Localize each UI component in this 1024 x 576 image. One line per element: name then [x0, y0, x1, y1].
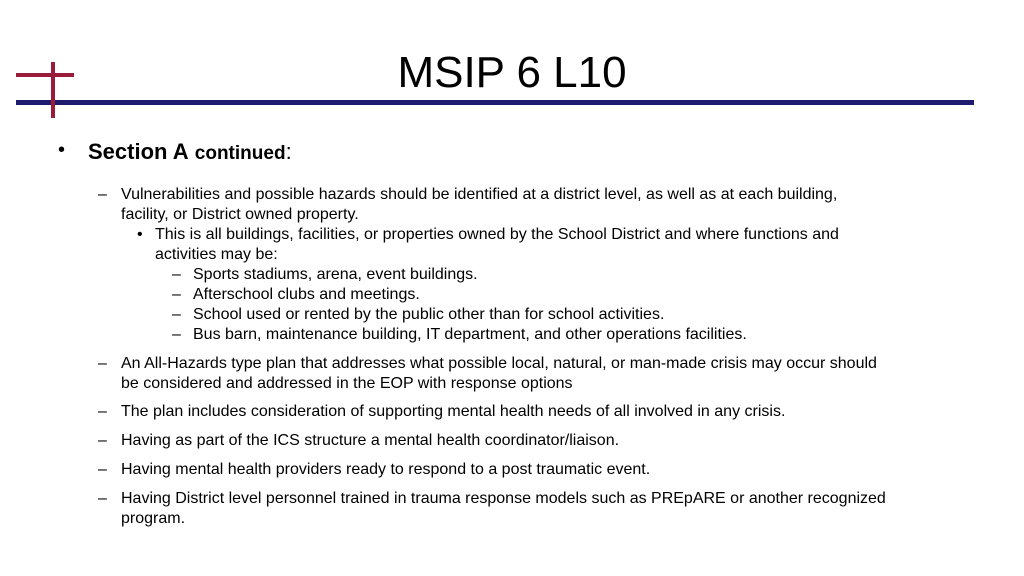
dash-marker: –: [172, 326, 181, 343]
dash-marker: –: [98, 403, 107, 420]
dash-marker: –: [98, 461, 107, 478]
dash-marker: –: [172, 306, 181, 323]
example-item: Afterschool clubs and meetings.: [193, 286, 420, 303]
item-all-hazards-line1: An All-Hazards type plan that addresses what possible local, natural, or man-made crisis may occur should: [121, 355, 877, 372]
item-vulnerabilities-line2: facility, or District owned property.: [121, 206, 359, 223]
item-personnel-line2: program.: [121, 510, 186, 527]
example-item: Sports stadiums, arena, event buildings.: [193, 266, 478, 283]
dash-marker: –: [172, 266, 181, 283]
dash-marker: –: [98, 355, 107, 372]
example-item: School used or rented by the public other than for school activities.: [193, 306, 665, 323]
dash-marker: –: [98, 432, 107, 449]
item-ics: Having as part of the ICS structure a mental health coordinator/liaison.: [121, 432, 620, 449]
item-providers: Having mental health providers ready to respond to a post traumatic event.: [121, 461, 651, 478]
sub-item-line2: activities may be:: [155, 246, 278, 263]
section-label: Section A: [88, 139, 189, 164]
item-mental-health: The plan includes consideration of supporting mental health needs of all involved in any crisis.: [121, 403, 786, 420]
dot-marker: •: [137, 226, 143, 243]
dash-marker: –: [172, 286, 181, 303]
section-heading: [88, 138, 292, 168]
example-item: Bus barn, maintenance building, IT department, and other operations facilities.: [193, 326, 747, 343]
dash-marker: –: [98, 186, 107, 203]
slide-title: MSIP 6 L10: [397, 48, 627, 97]
dash-marker: –: [98, 490, 107, 507]
item-personnel-line1: Having District level personnel trained in trauma response models such as PREpARE or another recognized: [121, 490, 886, 507]
section-label-suffix: continued: [194, 143, 286, 164]
section-colon: :: [285, 139, 292, 164]
item-all-hazards-line2: be considered and addressed in the EOP with response options: [121, 375, 573, 392]
sub-item-line1: This is all buildings, facilities, or properties owned by the School District and where functions and: [155, 226, 839, 243]
section-bullet: •: [58, 139, 66, 161]
item-vulnerabilities-line1: Vulnerabilities and possible hazards should be identified at a district level, as well as at each building,: [121, 186, 838, 203]
